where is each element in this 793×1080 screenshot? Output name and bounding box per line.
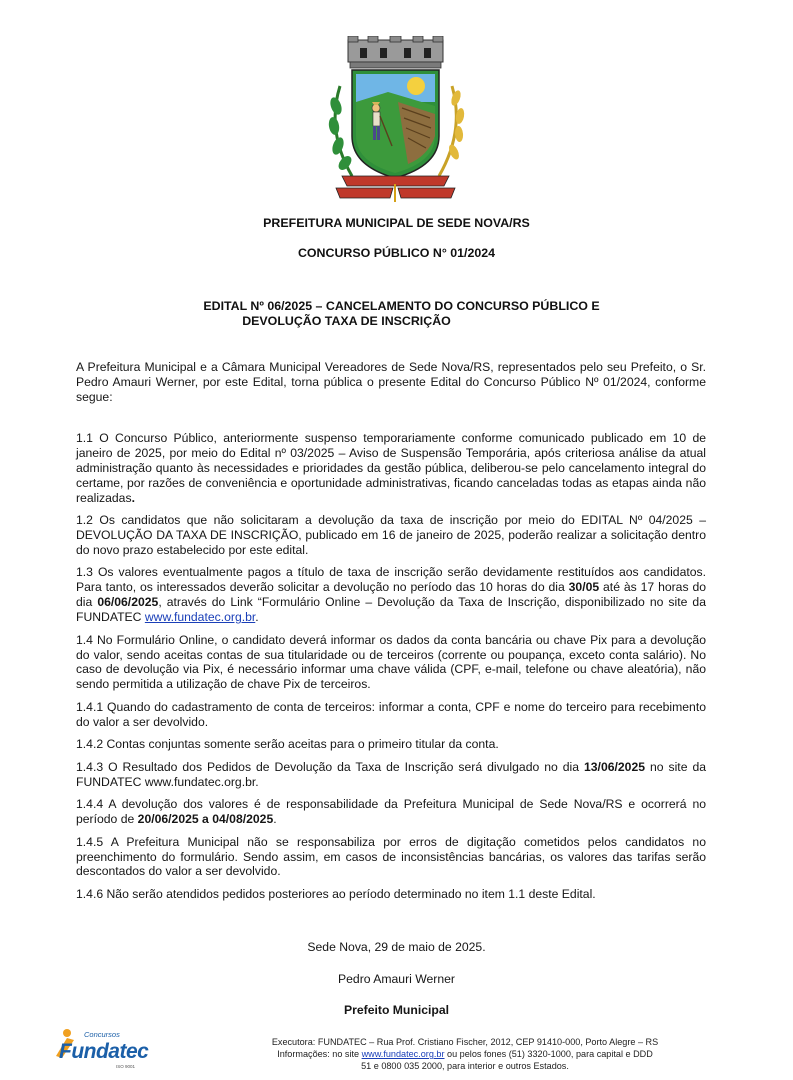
item-1-4-3-text-b: no site da FUNDATEC www.fundatec.org.br. (76, 759, 706, 789)
item-1-4-4-period: 20/06/2025 a 04/08/2025 (137, 812, 274, 827)
footer (170, 1036, 760, 1072)
edital-title-line2: DEVOLUÇÃO TAXA DE INSCRIÇÃO (242, 314, 451, 328)
footer-line2-b: ou pelos fones (51) 3320-1000, para capital e DDD (444, 1049, 653, 1059)
item-1-1-period: . (131, 490, 135, 505)
logo-small-text: Concursos (84, 1030, 120, 1039)
footer-line2 (170, 1048, 760, 1060)
item-1-4-6: 1.4.6 Não serão atendidos pedidos posteriores ao período determinado no item 1.1 deste Edital. (76, 886, 596, 901)
item-1-3-end-date: 06/06/2025 (97, 595, 159, 610)
logo-big-text: Fundatec (59, 1040, 149, 1063)
fundatec-logo (54, 1028, 154, 1072)
signatory-role: Prefeito Municipal (344, 1003, 449, 1017)
contest-heading: CONCURSO PÚBLICO N° 01/2024 (297, 246, 496, 260)
item-1-3-text-c: , através do Link “Formulário Online – Devolução da Taxa de Inscrição, disponibilizado no site da FUNDATEC (76, 595, 706, 625)
edital-title-line1: EDITAL Nº 06/2025 – CANCELAMENTO DO CONCURSO PÚBLICO E (203, 299, 600, 313)
footer-line3: 51 e 0800 035 2000, para interior e outros Estados. (361, 1061, 569, 1071)
signatory-name: Pedro Amauri Werner (338, 972, 455, 986)
item-1-4-4-text-a: 1.4.4 A devolução dos valores é de responsabilidade da Prefeitura Municipal de Sede Nova/RS e ocorrerá no período de (76, 797, 706, 827)
municipality-heading: PREFEITURA MUNICIPAL DE SEDE NOVA/RS (263, 216, 530, 230)
item-1-4-4-text-b: . (273, 812, 277, 827)
item-1-1 (76, 431, 706, 506)
item-1-3-text-d: . (255, 610, 259, 625)
item-1-3 (76, 565, 706, 625)
logo-iso-text: ISO 9001 (116, 1064, 136, 1069)
footer-site-link[interactable]: www.fundatec.org.br (361, 1049, 445, 1059)
item-1-3-text-b: até às 17 horas do dia (76, 580, 706, 610)
item-1-3-text-a: 1.3 Os valores eventualmente pagos a título de taxa de inscrição serão devidamente restituídos aos candidatos. Para tanto, os interessados deverão solicitar a devolução no período das 10 horas do dia (76, 565, 706, 595)
footer-line1: Executora: FUNDATEC – Rua Prof. Cristiano Fischer, 2012, CEP 91410-000, Porto Alegre – RS (271, 1037, 659, 1047)
intro-text: A Prefeitura Municipal e a Câmara Municipal Vereadores de Sede Nova/RS, representados pelo seu Prefeito, o Sr. Pedro Amauri Werner, por este Edital, torna pública o presente Edital do Concurso Público Nº 01/2024, conforme segue: (76, 360, 706, 404)
item-1-4-5: 1.4.5 A Prefeitura Municipal não se responsabiliza por erros de digitação cometidos pelos candidatos no preenchimento do formulário. Sendo assim, em casos de inconsistências bancárias, os valores das tarifas serão descontados do valor a ser devolvido. (76, 834, 706, 879)
item-1-4-1: 1.4.1 Quando do cadastramento de conta de terceiros: informar a conta, CPF e nome do terceiro para recebimento do valor a ser devolvido. (76, 699, 706, 729)
item-1-2: 1.2 Os candidatos que não solicitaram a devolução da taxa de inscrição por meio do EDITAL Nº 04/2025 – DEVOLUÇÃO DA TAXA DE INSCRIÇÃO, publicado em 16 de janeiro de 2025, poderão realizar a solicitação dentro do novo prazo estabelecido por este edital. (76, 513, 706, 557)
item-1-4-3-text-a: 1.4.3 O Resultado dos Pedidos de Devolução da Taxa de Inscrição será divulgado no dia (76, 759, 584, 774)
fundatec-link[interactable]: www.fundatec.org.br (144, 610, 256, 625)
item-1-4-2: 1.4.2 Contas conjuntas somente serão aceitas para o primeiro titular da conta. (76, 737, 499, 752)
item-1-4-4 (76, 797, 706, 827)
item-1-3-start-date: 30/05 (568, 580, 600, 595)
item-1-4-3-date: 13/06/2025 (584, 759, 645, 774)
edital-body (76, 431, 706, 909)
place-date: Sede Nova, 29 de maio de 2025. (307, 940, 486, 954)
coat-of-arms-icon (318, 36, 473, 206)
item-1-4: 1.4 No Formulário Online, o candidato deverá informar os dados da conta bancária ou chave Pix para a devolução do valor, sendo aceitas contas de sua titularidade ou de terceiros (corrente ou poupança, exceto conta salário). No caso de devolução via Pix, é necessário informar uma chave válida (CPF, e-mail, telefone ou chave aleatória), não sendo permitida a utilização de chave Pix de terceiros. (76, 632, 706, 692)
intro-paragraph (76, 360, 706, 412)
footer-line2-a: Informações: no site (277, 1049, 362, 1059)
item-1-1-text: 1.1 O Concurso Público, anteriormente suspenso temporariamente conforme comunicado publicado em 10 de janeiro de 2025, por meio do Edital nº 03/2025 – Aviso de Suspensão Temporária, após criteriosa análise da atual administração quanto às necessidades e prioridades da gestão pública, deliberou-se pelo cancelamento integral do certame, por razões de conveniência e oportunidade administrativas, ficando canceladas todas as etapas ainda não realizadas (76, 431, 706, 505)
item-1-4-3 (76, 760, 706, 790)
edital-title (0, 299, 793, 329)
